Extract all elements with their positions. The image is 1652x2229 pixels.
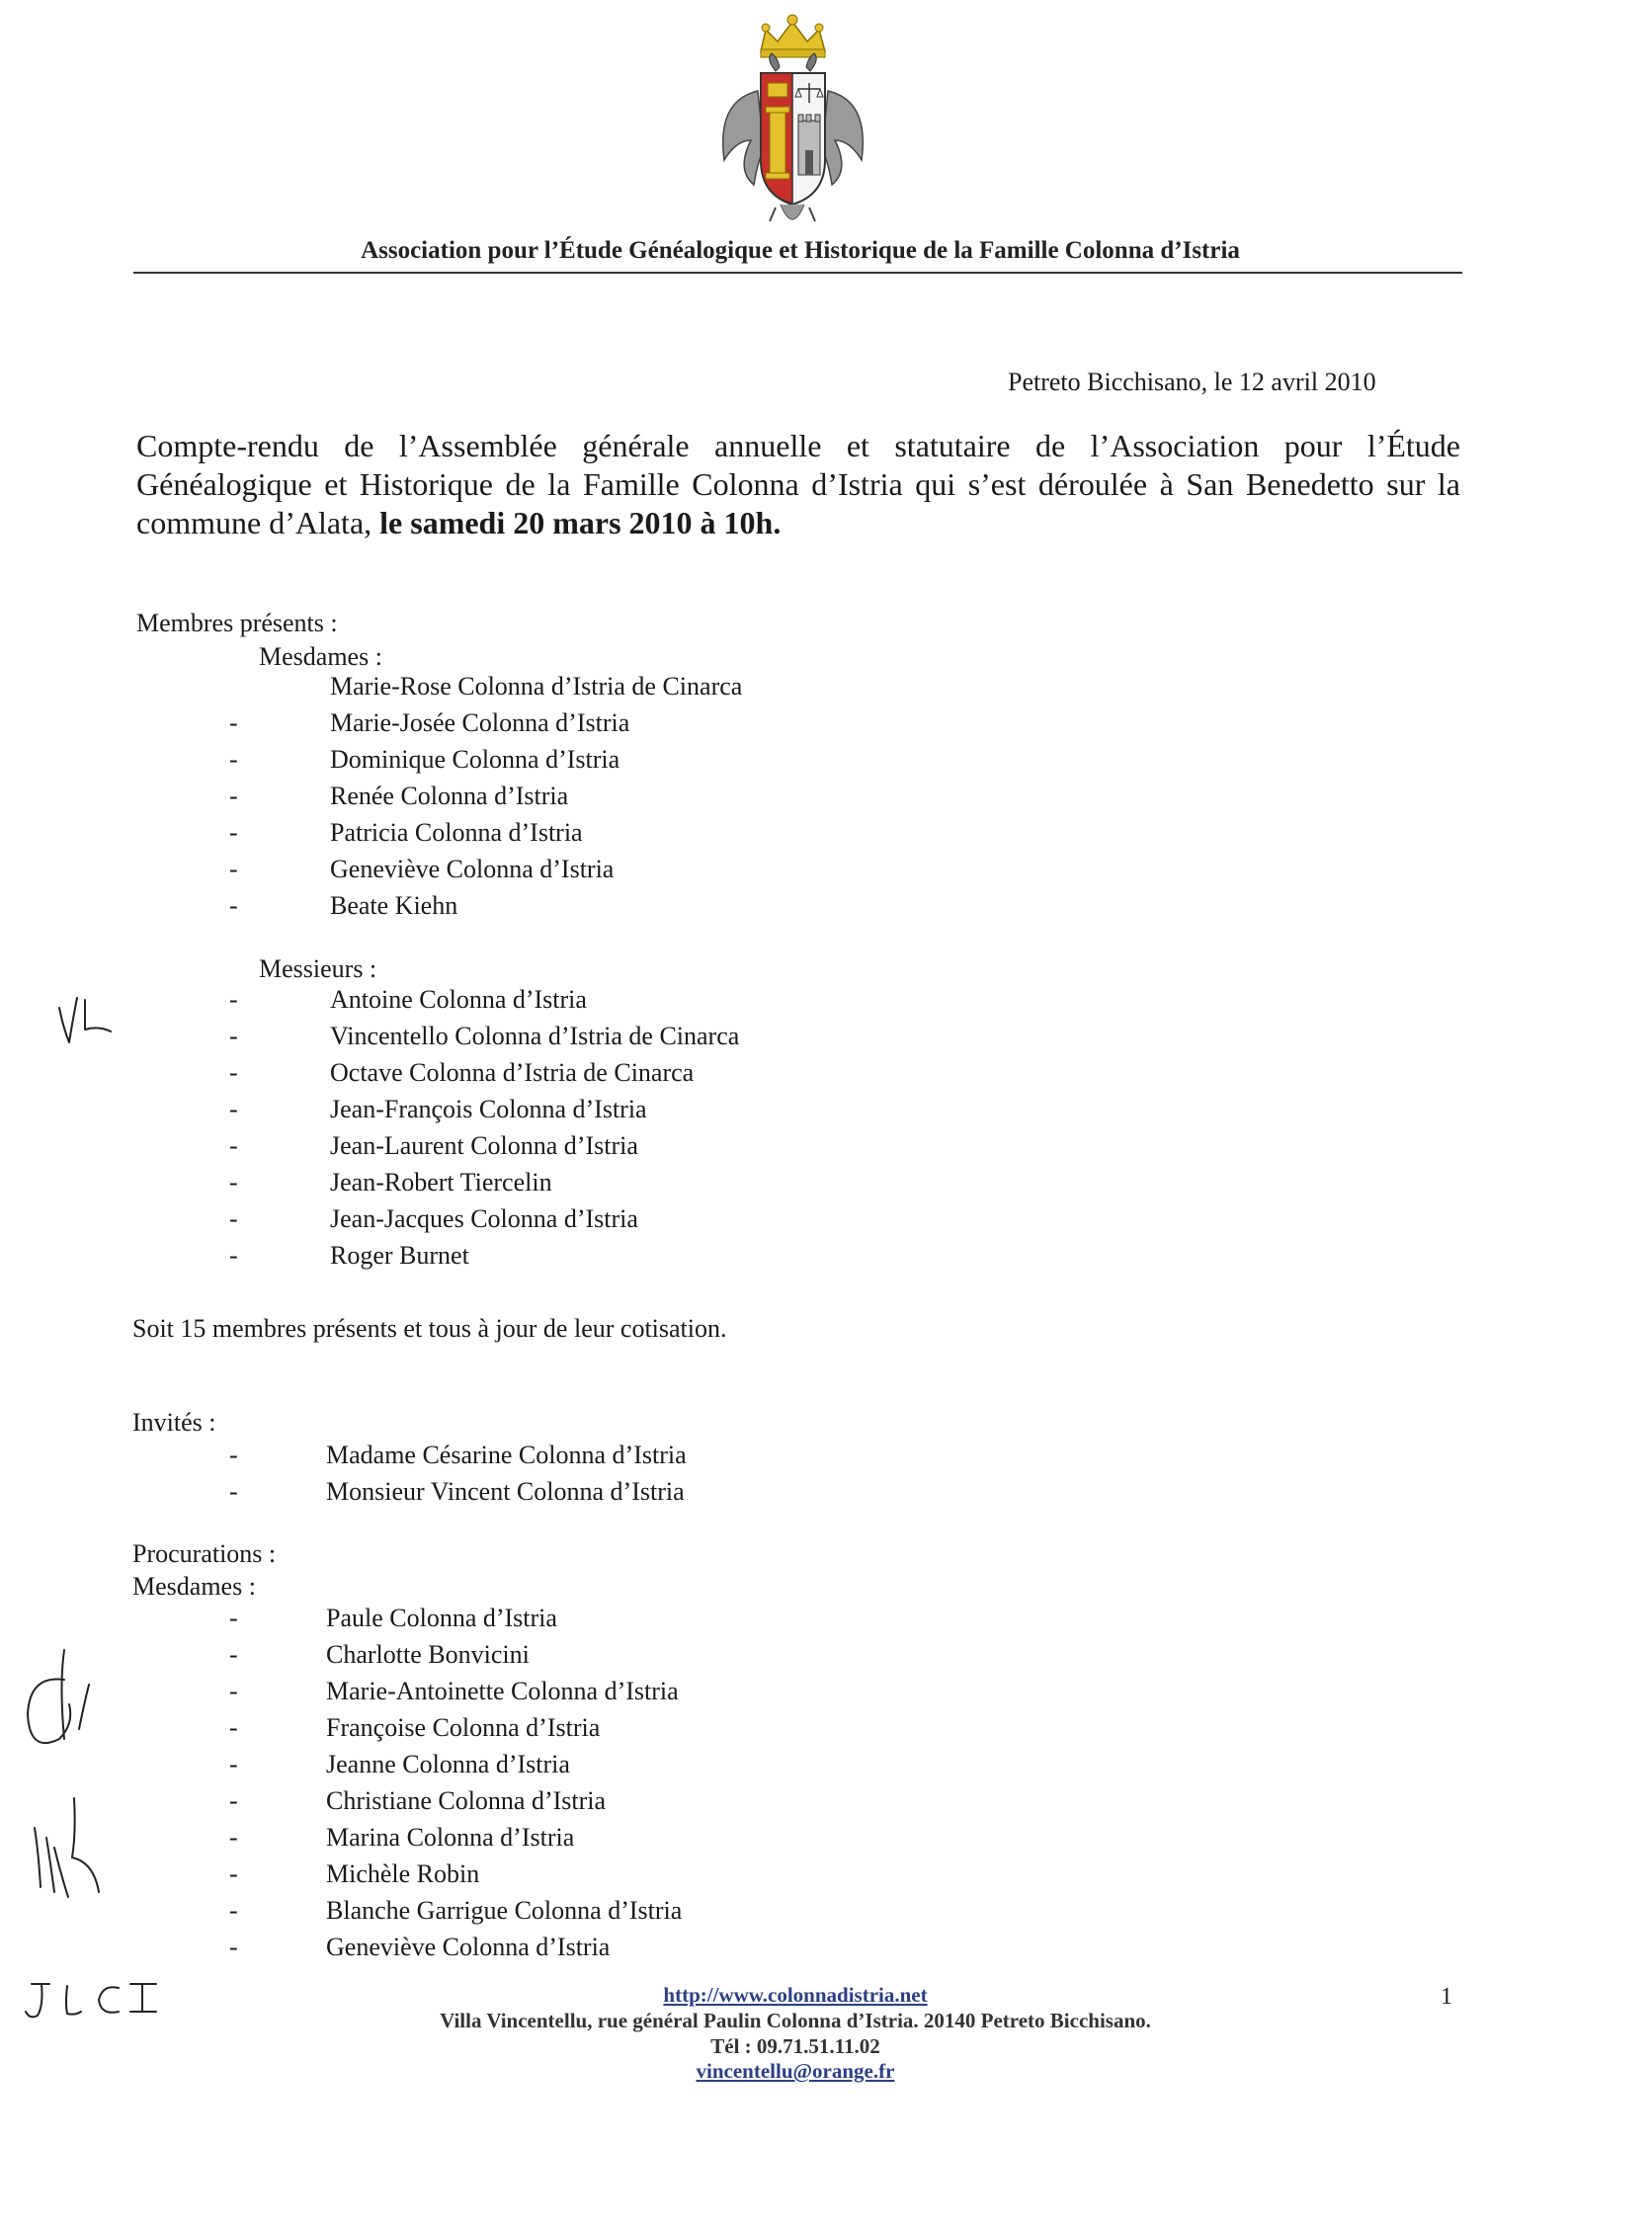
list-bullet: - bbox=[229, 1823, 238, 1852]
list-bullet: - bbox=[229, 855, 238, 883]
page-number: 1 bbox=[1441, 1984, 1452, 2010]
list-bullet: - bbox=[229, 1786, 238, 1815]
association-name-header: Association pour l’Étude Généalogique et Historique de la Famille Colonna d’Istria bbox=[361, 237, 1240, 264]
list-bullet: - bbox=[229, 1677, 238, 1705]
list-bullet: - bbox=[229, 1095, 238, 1123]
list-bullet: - bbox=[229, 1604, 238, 1632]
list-bullet: - bbox=[229, 745, 238, 774]
list-bullet: - bbox=[229, 1441, 238, 1469]
proxy-woman-name: Jeanne Colonna d’Istria bbox=[326, 1750, 570, 1778]
proxy-woman-name: Paule Colonna d’Istria bbox=[326, 1604, 557, 1632]
list-bullet: - bbox=[229, 1859, 238, 1888]
member-woman-name: Marie-Josée Colonna d’Istria bbox=[330, 708, 630, 737]
header-divider bbox=[133, 272, 1462, 274]
report-title-date: le samedi 20 mars 2010 à 10h. bbox=[379, 505, 782, 540]
proxy-woman-name: Marina Colonna d’Istria bbox=[326, 1823, 575, 1852]
guest-name: Monsieur Vincent Colonna d’Istria bbox=[326, 1477, 685, 1506]
list-bullet: - bbox=[229, 891, 238, 920]
proxy-woman-name: Michèle Robin bbox=[326, 1859, 480, 1888]
footer-phone: Tél : 09.71.51.11.02 bbox=[710, 2034, 880, 2058]
member-woman-name: Geneviève Colonna d’Istria bbox=[330, 855, 615, 883]
member-man-name: Antoine Colonna d’Istria bbox=[330, 985, 587, 1014]
list-bullet: - bbox=[229, 1477, 238, 1506]
member-woman-name: Dominique Colonna d’Istria bbox=[330, 745, 620, 774]
member-woman-name: Patricia Colonna d’Istria bbox=[330, 818, 583, 847]
place-and-date: Petreto Bicchisano, le 12 avril 2010 bbox=[1008, 368, 1376, 396]
list-bullet: - bbox=[229, 1168, 238, 1197]
member-man-name: Vincentello Colonna d’Istria de Cinarca bbox=[330, 1022, 740, 1050]
member-woman-name: Marie-Rose Colonna d’Istria de Cinarca bbox=[330, 672, 743, 701]
member-man-name: Octave Colonna d’Istria de Cinarca bbox=[330, 1058, 695, 1087]
proxy-woman-name: Geneviève Colonna d’Istria bbox=[326, 1933, 611, 1961]
member-woman-name: Beate Kiehn bbox=[330, 891, 458, 920]
members-women-label: Mesdames : bbox=[259, 642, 382, 671]
list-bullet: - bbox=[229, 1896, 238, 1925]
proxy-woman-name: Christiane Colonna d’Istria bbox=[326, 1786, 607, 1815]
report-title bbox=[136, 427, 1460, 542]
handwritten-initials-2 bbox=[20, 1645, 109, 1778]
proxy-woman-name: Marie-Antoinette Colonna d’Istria bbox=[326, 1677, 679, 1705]
member-man-name: Jean-Jacques Colonna d’Istria bbox=[330, 1204, 638, 1233]
member-man-name: Jean-François Colonna d’Istria bbox=[330, 1095, 647, 1123]
guests-label: Invités : bbox=[132, 1408, 216, 1437]
member-woman-name: Renée Colonna d’Istria bbox=[330, 782, 569, 810]
handwritten-initials-1 bbox=[49, 988, 138, 1057]
member-man-name: Roger Burnet bbox=[330, 1241, 469, 1270]
handwritten-initials-3 bbox=[25, 1793, 114, 1917]
footer-address: Villa Vincentellu, rue général Paulin Colonna d’Istria. 20140 Petreto Bicchisano. bbox=[440, 2009, 1151, 2032]
footer-website-link[interactable]: http://www.colonnadistria.net bbox=[663, 1983, 928, 2007]
list-bullet: - bbox=[229, 782, 238, 810]
list-bullet: - bbox=[229, 818, 238, 847]
list-bullet: - bbox=[229, 1933, 238, 1961]
proxies-label: Procurations : bbox=[132, 1539, 277, 1568]
members-summary: Soit 15 membres présents et tous à jour de leur cotisation. bbox=[132, 1314, 727, 1343]
guest-name: Madame Césarine Colonna d’Istria bbox=[326, 1441, 687, 1469]
family-crest-logo bbox=[706, 12, 879, 234]
footer-email-link[interactable]: vincentellu@orange.fr bbox=[696, 2059, 895, 2083]
list-bullet: - bbox=[229, 1022, 238, 1050]
list-bullet: - bbox=[229, 1204, 238, 1233]
list-bullet: - bbox=[229, 1713, 238, 1742]
member-man-name: Jean-Laurent Colonna d’Istria bbox=[330, 1131, 638, 1160]
member-man-name: Jean-Robert Tiercelin bbox=[330, 1168, 552, 1197]
proxy-woman-name: Françoise Colonna d’Istria bbox=[326, 1713, 601, 1742]
members-men-label: Messieurs : bbox=[259, 954, 377, 983]
list-bullet: - bbox=[229, 1058, 238, 1087]
list-bullet: - bbox=[229, 1750, 238, 1778]
crown-icon bbox=[761, 15, 825, 57]
list-bullet: - bbox=[229, 1131, 238, 1160]
report-title-text: Compte-rendu de l’Assemblée générale annuelle et statutaire de l’Association pour l’Étude Généalogique et Historique de la Famille Colonna d’Istria qui s’est déroulée à San Benedetto sur la commune d’Alata, bbox=[136, 428, 1460, 540]
list-bullet: - bbox=[229, 985, 238, 1014]
list-bullet: - bbox=[229, 1640, 238, 1669]
proxy-woman-name: Blanche Garrigue Colonna d’Istria bbox=[326, 1896, 683, 1925]
list-bullet: - bbox=[229, 1241, 238, 1270]
list-bullet: - bbox=[229, 708, 238, 737]
members-present-label: Membres présents : bbox=[136, 609, 338, 637]
proxy-woman-name: Charlotte Bonvicini bbox=[326, 1640, 530, 1669]
proxies-women-label: Mesdames : bbox=[132, 1572, 256, 1601]
